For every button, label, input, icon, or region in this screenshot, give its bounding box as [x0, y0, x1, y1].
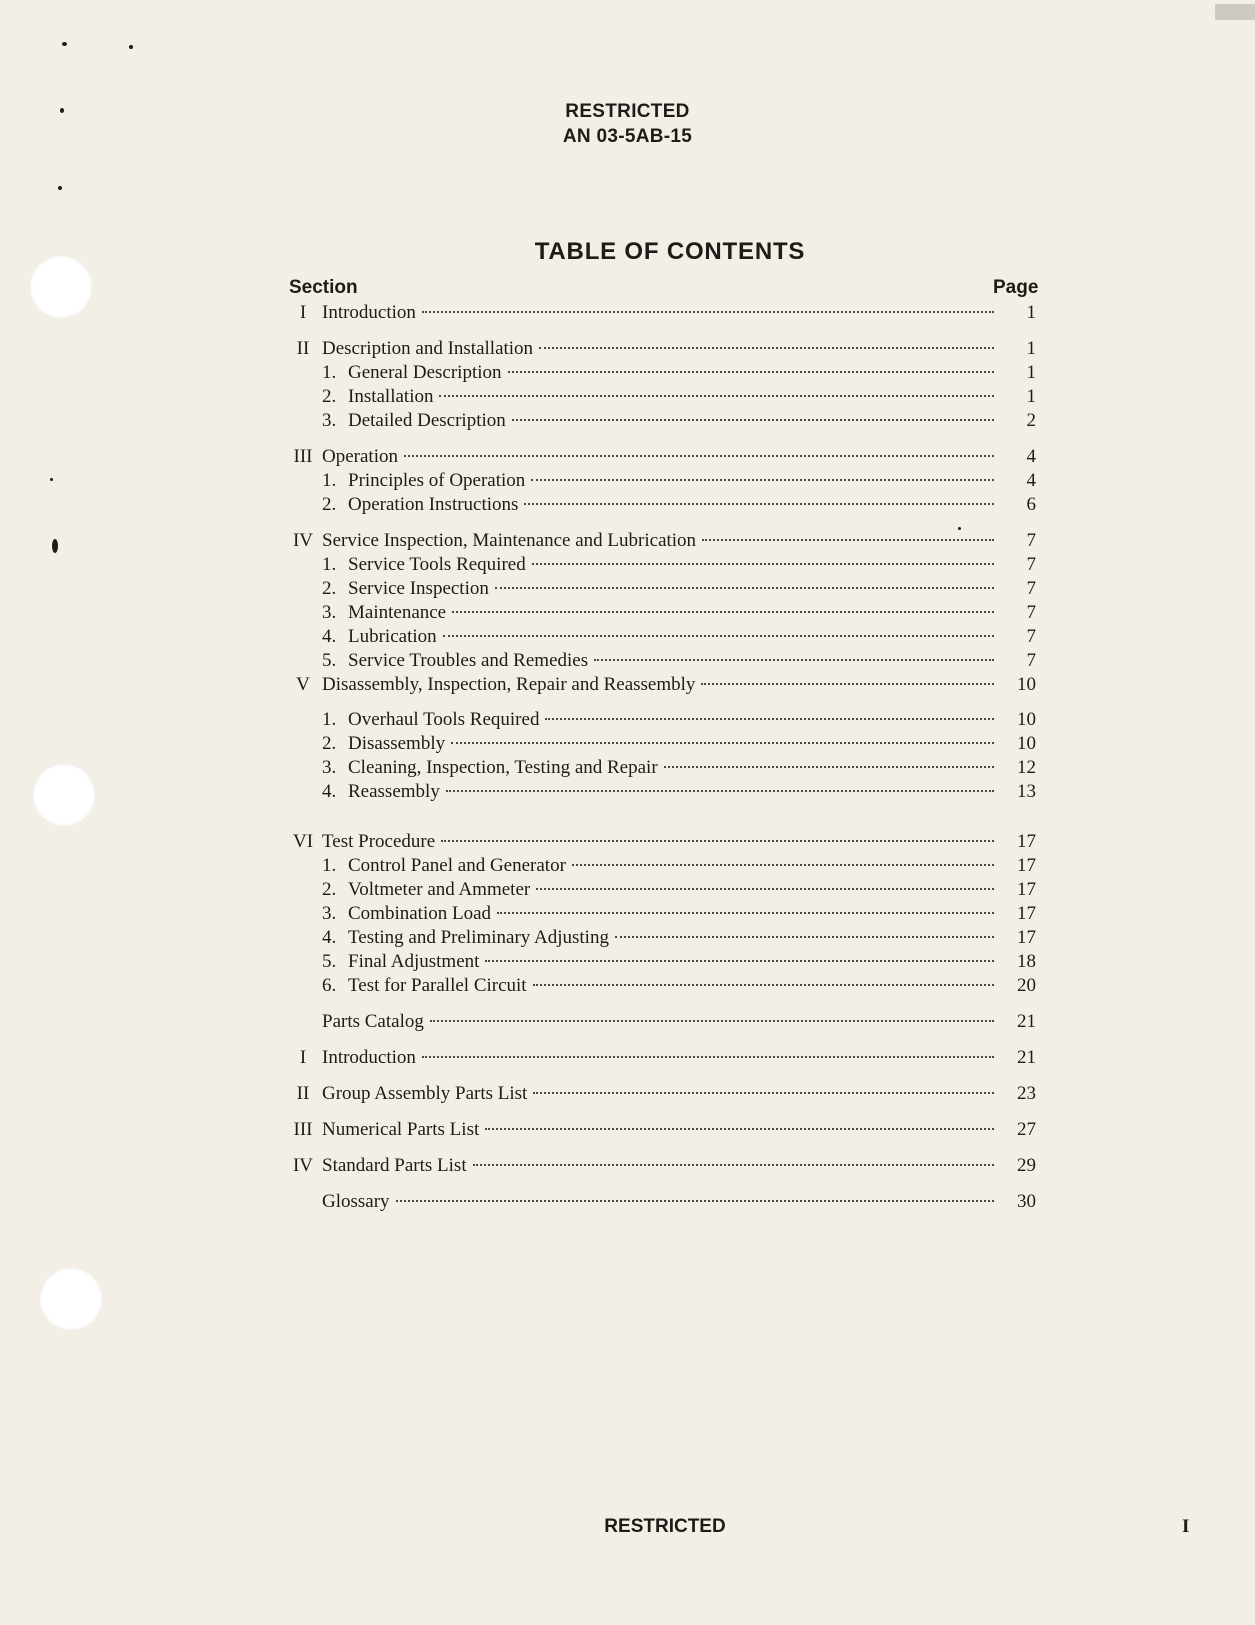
toc-entry [288, 780, 1036, 804]
toc-entry [288, 708, 1036, 732]
dot-leader [452, 611, 994, 613]
footer-classification: RESTRICTED [604, 1516, 726, 1537]
toc-section-numeral: III [293, 446, 313, 467]
toc-page-number: 6 [1026, 494, 1036, 515]
toc-entry-title: Detailed Description [348, 410, 506, 431]
toc-page-number: 10 [1017, 709, 1036, 730]
punch-hole-bottom [40, 1268, 102, 1330]
dot-leader [443, 635, 994, 637]
toc-item-number: 5. [322, 951, 337, 972]
toc-item-number: 2. [322, 879, 337, 900]
dot-leader [446, 790, 994, 792]
dot-leader [533, 1092, 994, 1094]
dot-leader [572, 864, 994, 866]
toc-entry [288, 854, 1036, 878]
toc-item-number: 2. [322, 494, 337, 515]
toc-entry-title: Service Inspection [348, 578, 489, 599]
dot-leader [422, 311, 994, 313]
dot-leader [508, 371, 994, 373]
toc-item-number: 3. [322, 602, 337, 623]
dot-leader [451, 742, 994, 744]
dot-leader [430, 1020, 994, 1022]
toc-entry-title: Testing and Preliminary Adjusting [348, 927, 609, 948]
toc-page-number: 12 [1017, 757, 1036, 778]
toc-entry [288, 1046, 1036, 1070]
toc-item-number: 2. [322, 733, 337, 754]
toc-page-number: 1 [1026, 338, 1036, 359]
toc-item-number: 4. [322, 781, 337, 802]
dot-leader [396, 1200, 994, 1202]
toc-item-number: 2. [322, 386, 337, 407]
toc-entry-title: Service Troubles and Remedies [348, 650, 589, 671]
toc-entry-title: Maintenance [348, 602, 447, 623]
scan-speck [62, 42, 67, 46]
toc-item-number: 4. [322, 626, 337, 647]
toc-page-number: 27 [1017, 1119, 1036, 1140]
toc-entry [288, 1118, 1036, 1142]
toc-entry [288, 385, 1036, 409]
toc-page-number: 21 [1017, 1011, 1036, 1032]
toc-page-number: 4 [1026, 470, 1036, 491]
toc-page-number: 13 [1017, 781, 1036, 802]
toc-page-number: 1 [1026, 362, 1036, 383]
toc-page-number: 7 [1026, 650, 1036, 671]
toc-item-number: 3. [322, 410, 337, 431]
dot-leader [441, 840, 994, 842]
toc-entry-title: Description and Installation [322, 338, 534, 359]
toc-entry-title: Overhaul Tools Required [348, 709, 540, 730]
toc-page-number: 17 [1017, 903, 1036, 924]
toc-page-number: 7 [1026, 530, 1036, 551]
toc-entry [288, 902, 1036, 926]
toc-entry-title: Numerical Parts List [322, 1119, 480, 1140]
toc-entry-title: General Description [348, 362, 502, 383]
column-header-section: Section [289, 277, 358, 298]
dot-leader [495, 587, 994, 589]
toc-page-number: 17 [1017, 879, 1036, 900]
dot-leader [701, 683, 994, 685]
toc-entry-title: Test Procedure [322, 831, 436, 852]
toc-page-number: 2 [1026, 410, 1036, 431]
page-folio: I [1182, 1516, 1190, 1537]
toc-entry [288, 625, 1036, 649]
toc-section-numeral: VI [292, 831, 314, 852]
toc-entry [288, 830, 1036, 854]
toc-item-number: 3. [322, 757, 337, 778]
toc-section-numeral: V [296, 674, 310, 695]
toc-entry-title: Reassembly [348, 781, 440, 802]
toc-section-numeral: III [293, 1119, 313, 1140]
toc-entry [288, 1010, 1036, 1034]
toc-entry [288, 673, 1036, 697]
scan-speck [58, 186, 62, 190]
toc-section-numeral: IV [292, 530, 314, 551]
toc-entry-title: Disassembly [348, 733, 446, 754]
toc-page-number: 10 [1017, 674, 1036, 695]
toc-entry [288, 577, 1036, 601]
toc-entry [288, 301, 1036, 325]
toc-section-numeral: I [299, 1047, 307, 1068]
toc-page-number: 7 [1026, 578, 1036, 599]
toc-entry [288, 926, 1036, 950]
toc-page-number: 10 [1017, 733, 1036, 754]
toc-entry [288, 553, 1036, 577]
toc-entry-title: Installation [348, 386, 434, 407]
dot-leader [485, 960, 994, 962]
toc-section-numeral: II [296, 338, 310, 359]
toc-entry-title: Service Inspection, Maintenance and Lubrication [322, 530, 697, 551]
scan-speck [50, 478, 53, 481]
toc-entry [288, 529, 1036, 553]
dot-leader [422, 1056, 994, 1058]
dot-leader [404, 455, 994, 457]
toc-item-number: 5. [322, 650, 337, 671]
toc-entry-title: Final Adjustment [348, 951, 480, 972]
toc-page-number: 1 [1026, 386, 1036, 407]
toc-page-number: 17 [1017, 927, 1036, 948]
toc-page-number: 18 [1017, 951, 1036, 972]
toc-entry-title: Glossary [322, 1191, 390, 1212]
dot-leader [473, 1164, 994, 1166]
toc-entry-title: Operation Instructions [348, 494, 519, 515]
toc-page-number: 30 [1017, 1191, 1036, 1212]
page-title: TABLE OF CONTENTS [534, 238, 806, 265]
dot-leader [536, 888, 994, 890]
toc-page-number: 17 [1017, 831, 1036, 852]
toc-entry-title: Lubrication [348, 626, 437, 647]
dot-leader [439, 395, 994, 397]
toc-page-number: 1 [1026, 302, 1036, 323]
toc-item-number: 4. [322, 927, 337, 948]
toc-entry [288, 445, 1036, 469]
toc-entry-title: Control Panel and Generator [348, 855, 566, 876]
toc-entry-title: Service Tools Required [348, 554, 526, 575]
toc-item-number: 3. [322, 903, 337, 924]
dot-leader [615, 936, 994, 938]
dot-leader [532, 563, 994, 565]
dot-leader [497, 912, 994, 914]
toc-section-numeral: IV [292, 1155, 314, 1176]
header-doc-number: AN 03-5AB-15 [562, 126, 693, 147]
toc-entry-title: Cleaning, Inspection, Testing and Repair [348, 757, 658, 778]
toc-entry [288, 649, 1036, 673]
toc-entry [288, 732, 1036, 756]
toc-entry [288, 1190, 1036, 1214]
toc-page-number: 29 [1017, 1155, 1036, 1176]
toc-section-numeral: I [299, 302, 307, 323]
dot-leader [702, 539, 994, 541]
dot-leader [485, 1128, 994, 1130]
toc-entry [288, 878, 1036, 902]
toc-entry [288, 361, 1036, 385]
toc-entry [288, 337, 1036, 361]
dot-leader [512, 419, 994, 421]
toc-item-number: 1. [322, 362, 337, 383]
toc-page-number: 7 [1026, 626, 1036, 647]
toc-page-number: 7 [1026, 554, 1036, 575]
header-classification: RESTRICTED [565, 101, 690, 122]
toc-entry [288, 469, 1036, 493]
toc-entry-title: Introduction [322, 1047, 416, 1068]
dot-leader [594, 659, 994, 661]
toc-entry [288, 950, 1036, 974]
toc-entry-title: Disassembly, Inspection, Repair and Reassembly [322, 674, 696, 695]
toc-item-number: 1. [322, 470, 337, 491]
dot-leader [664, 766, 994, 768]
toc-entry [288, 974, 1036, 998]
toc-item-number: 6. [322, 975, 337, 996]
toc-entry-title: Introduction [322, 302, 416, 323]
toc-entry-title: Parts Catalog [322, 1011, 424, 1032]
toc-page-number: 4 [1026, 446, 1036, 467]
toc-entry [288, 1154, 1036, 1178]
toc-item-number: 2. [322, 578, 337, 599]
toc-page-number: 21 [1017, 1047, 1036, 1068]
toc-entry-title: Principles of Operation [348, 470, 526, 491]
toc-entry-title: Voltmeter and Ammeter [348, 879, 531, 900]
punch-hole-middle [33, 764, 95, 826]
toc-page-number: 17 [1017, 855, 1036, 876]
toc-entry [288, 493, 1036, 517]
toc-item-number: 1. [322, 709, 337, 730]
toc-entry-title: Test for Parallel Circuit [348, 975, 527, 996]
dot-leader [533, 984, 994, 986]
dot-leader [531, 479, 994, 481]
toc-entry [288, 1082, 1036, 1106]
toc-entry-title: Operation [322, 446, 398, 467]
toc-entry-title: Combination Load [348, 903, 492, 924]
toc-entry-title: Standard Parts List [322, 1155, 467, 1176]
toc-entry-title: Group Assembly Parts List [322, 1083, 528, 1104]
toc-entry [288, 756, 1036, 780]
toc-page-number: 7 [1026, 602, 1036, 623]
toc-page-number: 23 [1017, 1083, 1036, 1104]
toc-section-numeral: II [296, 1083, 310, 1104]
scan-speck [1215, 4, 1255, 20]
column-header-page: Page [993, 277, 1039, 298]
toc-page-number: 20 [1017, 975, 1036, 996]
toc-entry [288, 409, 1036, 433]
toc-item-number: 1. [322, 855, 337, 876]
dot-leader [539, 347, 994, 349]
dot-leader [545, 718, 994, 720]
toc-item-number: 1. [322, 554, 337, 575]
scan-speck [52, 539, 58, 553]
toc-entry [288, 601, 1036, 625]
scan-speck [129, 45, 133, 49]
dot-leader [524, 503, 994, 505]
